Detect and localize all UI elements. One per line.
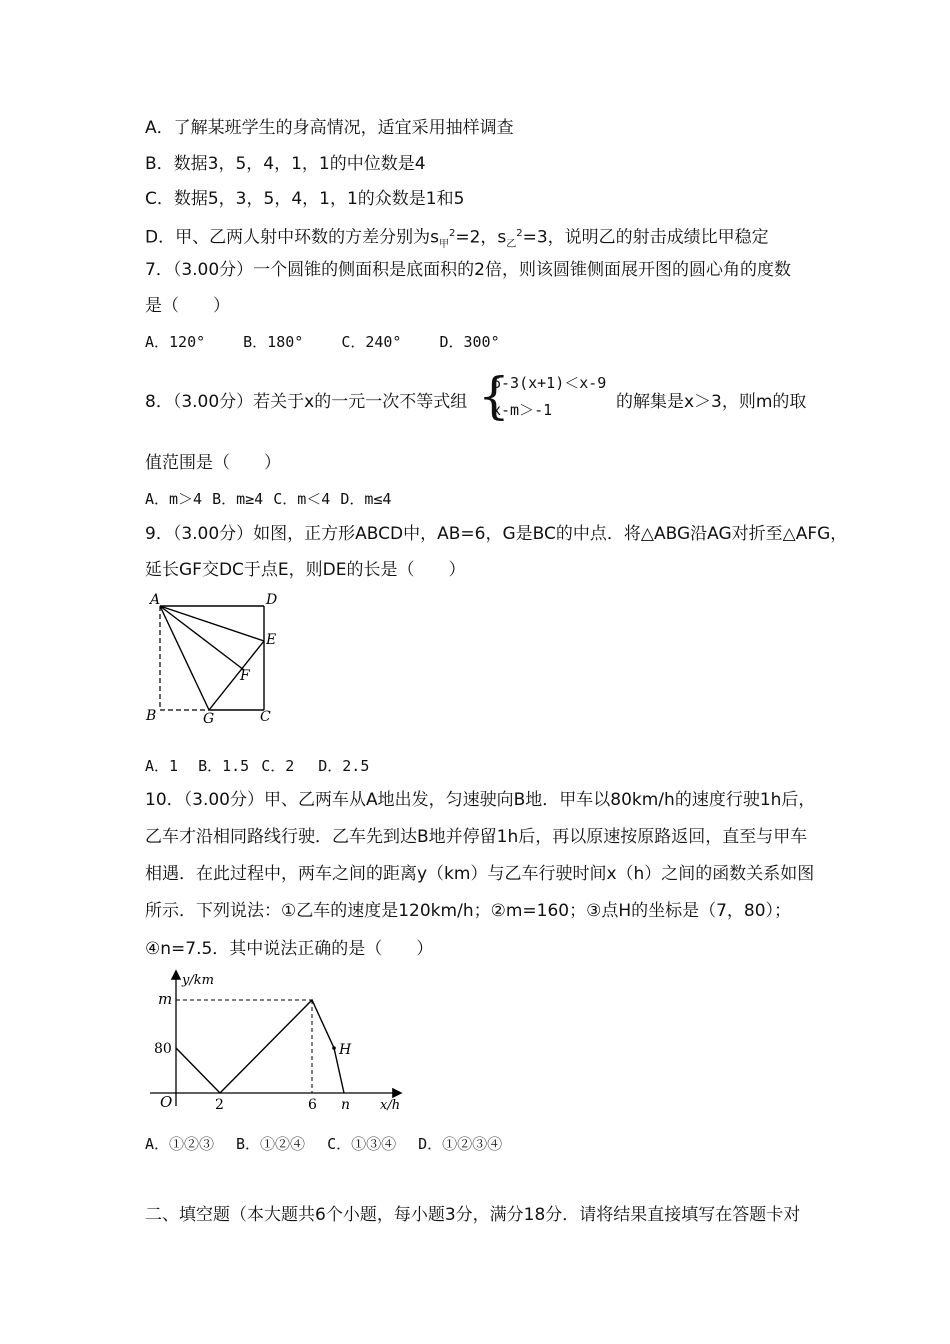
q8-stem-cont: 值范围是（ ） — [145, 453, 281, 473]
q10-stem-5: ④n=7.5．其中说法正确的是（ ） — [145, 939, 434, 959]
q9-option-c: C．2 — [261, 757, 295, 775]
variance-sup: 2 — [448, 228, 456, 239]
variance-sup: 2 — [516, 228, 523, 239]
q8-option-b: B．m≥4 — [212, 490, 264, 508]
label-e: E — [266, 632, 277, 648]
q6-option-a: A．了解某班学生的身高情况，适宜采用抽样调查 — [145, 118, 514, 138]
segment-ge — [209, 641, 264, 710]
q10-stem-3: 相遇．在此过程中，两车之间的距离y（km）与乙车行驶时间x（h）之间的函数关系如图 — [145, 864, 815, 884]
label-h: H — [339, 1042, 352, 1058]
label-g: G — [203, 711, 215, 727]
variance-value-jia: =2， — [455, 227, 498, 248]
segment-af — [160, 606, 244, 670]
q8-stem-post: 的解集是x＞3，则m的取 — [616, 392, 807, 412]
q9-option-b: B．1.5 — [198, 757, 250, 775]
q8-options — [145, 487, 401, 511]
q10-option-b: B．①②④ — [236, 1135, 306, 1153]
label-80: 80 — [154, 1041, 172, 1057]
q10-stem-1: 10．（3.00分）甲、乙两车从A地出发，匀速驶向B地．甲车以80km/h的速度行驶1h后， — [145, 790, 816, 810]
distance-polyline — [176, 1000, 344, 1093]
inequality-row-1: 6-3(x+1)＜x-9 — [492, 374, 607, 392]
square-figure — [140, 588, 290, 728]
variance-symbol: s — [497, 227, 507, 248]
label-a: A — [150, 592, 161, 608]
q8-stem: 8．（3.00分）若关于x的一元一次不等式组 — [145, 392, 468, 412]
label-f: F — [240, 668, 250, 684]
section-2-heading: 二、填空题（本大题共6个小题，每小题3分，满分18分．请将结果直接填写在答题卡对 — [145, 1205, 801, 1225]
q9-option-a: A．1 — [145, 757, 179, 775]
point-h — [332, 1046, 336, 1050]
q10-option-a: A．①②③ — [145, 1135, 215, 1153]
q9-option-d: D．2.5 — [318, 757, 370, 775]
variance-value-yi: =3，说明乙的射击成绩比甲稳定 — [522, 227, 769, 248]
variance-sub-yi: 乙 — [506, 239, 517, 251]
q7-option-c: C．240° — [341, 333, 402, 351]
label-6: 6 — [308, 1097, 317, 1113]
brace-icon: { — [478, 367, 510, 425]
label-y-axis: y/km — [182, 973, 214, 988]
q7-stem: 7．（3.00分）一个圆锥的侧面积是底面积的2倍，则该圆锥侧面展开图的圆心角的度数 — [145, 260, 791, 280]
q6-option-d — [145, 222, 769, 257]
q10-option-d: D．①②③④ — [418, 1135, 503, 1153]
variance-sub-jia: 甲 — [438, 239, 449, 251]
q9-stem-cont: 延长GF交DC于点E，则DE的长是（ ） — [145, 560, 466, 580]
label-2: 2 — [215, 1097, 224, 1113]
label-b: B — [146, 708, 157, 724]
label-c: C — [260, 709, 271, 725]
q10-option-c: C．①③④ — [327, 1135, 397, 1153]
q9-options — [145, 754, 407, 778]
q7-option-d: D．300° — [439, 333, 500, 351]
q8-option-d: D．m≤4 — [340, 490, 392, 508]
segment-ag — [160, 606, 209, 710]
q9-stem: 9．（3.00分）如图，正方形ABCD中，AB=6，G是BC的中点．将△ABG沿AG对折至△AFG， — [145, 524, 848, 544]
label-m: m — [158, 990, 173, 1008]
q10-stem-2: 乙车才沿相同路线行驶．乙车先到达B地并停留1h后，再以原速按原路返回，直至与甲车 — [145, 827, 808, 847]
segment-ae — [160, 606, 264, 641]
variance-symbol: s — [430, 227, 439, 248]
distance-time-graph — [140, 966, 410, 1116]
q7-option-a: A．120° — [145, 333, 206, 351]
q6-option-d-text: D．甲、乙两人射中环数的方差分别为 — [145, 227, 431, 248]
label-d: D — [266, 592, 278, 608]
q6-option-c: C．数据5，3，5，4，1，1的众数是1和5 — [145, 189, 465, 209]
q7-options — [145, 330, 538, 354]
q8-option-a: A．m＞4 — [145, 490, 203, 508]
inequality-system — [478, 368, 618, 428]
label-origin: O — [160, 1093, 173, 1111]
q7-stem-cont: 是（ ） — [145, 296, 230, 316]
label-x-axis: x/h — [380, 1098, 401, 1113]
q6-option-b: B．数据3，5，4，1，1的中位数是4 — [145, 154, 426, 174]
label-n: n — [341, 1097, 351, 1113]
q7-option-b: B．180° — [243, 333, 304, 351]
q8-option-c: C．m＜4 — [273, 490, 331, 508]
q10-stem-4: 所示．下列说法：①乙车的速度是120km/h；②m=160；③点H的坐标是（7，80）； — [145, 901, 792, 921]
inequality-row-2: x-m＞-1 — [492, 401, 553, 419]
q10-options — [145, 1132, 540, 1156]
